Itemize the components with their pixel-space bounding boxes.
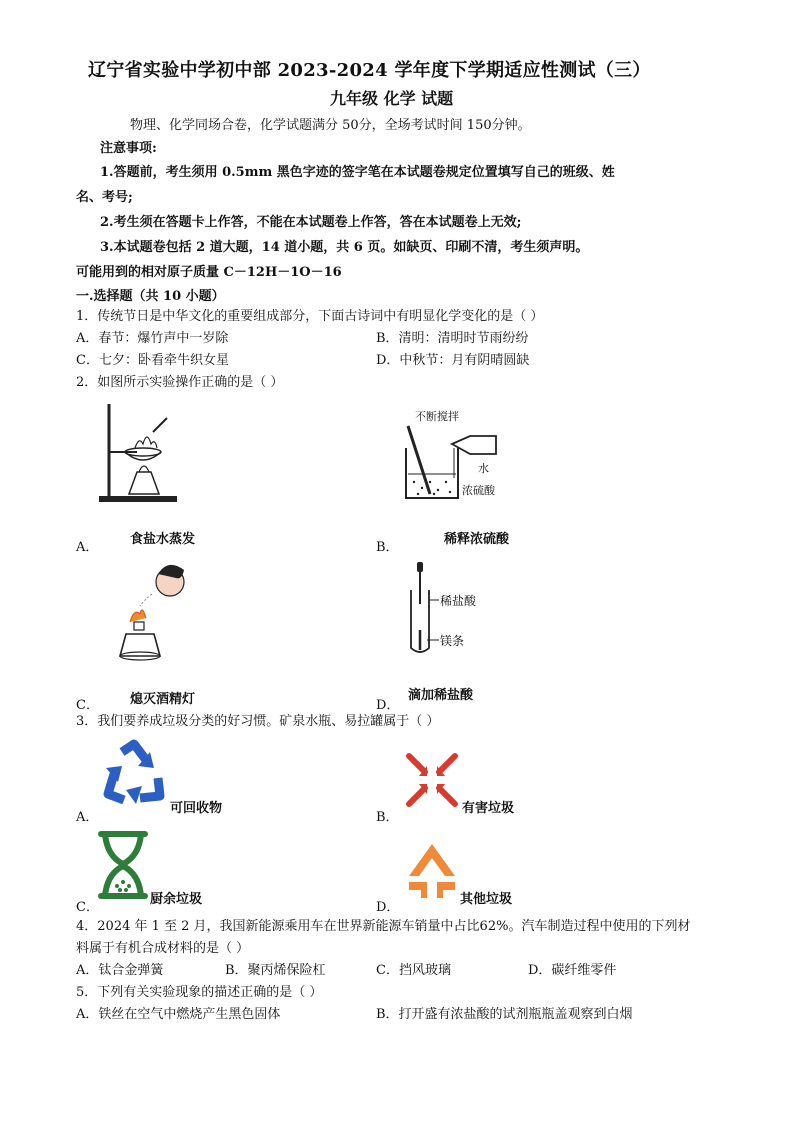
q1-option-d: D．中秋节：月有阴晴圆缺: [376, 353, 530, 368]
stir-label: 不断搅拌: [415, 410, 459, 423]
note-3: 3.本试题卷包括 2 道大题，14 道小题，共 6 页。如缺页、印刷不清，考生须声明。: [100, 240, 589, 255]
section-1-heading: 一.选择题（共 10 小题）: [76, 289, 225, 304]
q2-option-d-caption: 滴加稀盐酸: [408, 688, 474, 703]
q2-stem: 2．如图所示实验操作正确的是（ ）: [76, 375, 284, 390]
mg-strip-label: 镁条: [440, 634, 465, 648]
hazardous-waste-icon: [405, 752, 459, 808]
q2-option-c-letter: C．: [76, 698, 99, 713]
q5-option-b: B．打开盛有浓盐酸的试剂瓶瓶盖观察到白烟: [376, 1007, 633, 1022]
q4-option-d: D．碳纤维零件: [528, 963, 617, 978]
q1-option-c: C．七夕：卧看牵牛织女星: [76, 353, 229, 368]
q3-option-a-caption: 可回收物: [170, 801, 223, 816]
q5-stem: 5．下列有关实验现象的描述正确的是（ ）: [76, 985, 323, 1000]
q1-option-a: A．春节：爆竹声中一岁除: [76, 331, 229, 346]
q2-option-c-caption: 熄灭酒精灯: [130, 692, 196, 707]
q3-option-b-letter: B．: [376, 810, 399, 825]
kitchen-waste-icon: [97, 830, 149, 900]
q2-option-a-letter: A．: [76, 540, 99, 555]
q4-option-c: C．挡风玻璃: [376, 963, 451, 978]
q3-stem: 3．我们要养成垃圾分类的好习惯。矿泉水瓶、易拉罐属于（ ）: [76, 714, 440, 729]
q3-option-d-caption: 其他垃圾: [460, 892, 513, 907]
q3-option-a-letter: A．: [76, 810, 99, 825]
conc-acid-label: 浓硫酸: [462, 484, 495, 497]
water-label: 水: [478, 462, 489, 475]
atomic-mass-line: 可能用到的相对原子质量 C－12H－1O－16: [76, 265, 342, 280]
q1-option-b: B．清明：清明时节雨纷纷: [376, 331, 529, 346]
exam-intro: 物理、化学同场合卷，化学试题满分 50分，全场考试时间 150分钟。: [130, 118, 531, 133]
q1-stem: 1．传统节日是中华文化的重要组成部分，下面古诗词中有明显化学变化的是（ ）: [76, 309, 544, 324]
note-2: 2.考生须在答题卡上作答，不能在本试题卷上作答，答在本试题卷上无效;: [100, 215, 522, 230]
q4-stem-line1: 4．2024 年 1 至 2 月，我国新能源乘用车在世界新能源车销量中占比62%。汽车制造过程中使用的下列材: [76, 919, 691, 934]
exam-subtitle: 九年级 化学 试题: [330, 89, 454, 108]
blow-out-lamp-figure: [112, 556, 197, 666]
q2-option-d-letter: D．: [376, 698, 400, 713]
q2-option-b-letter: B．: [376, 540, 399, 555]
q2-option-a-caption: 食盐水蒸发: [130, 532, 196, 547]
q3-option-d-letter: D．: [376, 900, 400, 915]
dilute-hcl-label: 稀盐酸: [440, 594, 477, 608]
q5-option-a: A．铁丝在空气中燃烧产生黑色固体: [76, 1007, 281, 1022]
recycle-icon: [100, 738, 168, 810]
q4-option-a: A．钛合金弹簧: [76, 963, 164, 978]
note-1-line1: 1.答题前，考生须用 0.5mm 黑色字迹的签字笔在本试题卷规定位置填写自己的班级、姓: [100, 165, 615, 180]
q3-option-c-caption: 厨余垃圾: [150, 892, 203, 907]
add-hcl-figure: [405, 560, 445, 660]
note-1-line2: 名、考号;: [76, 190, 133, 205]
notes-heading: 注意事项:: [100, 141, 157, 156]
q3-option-c-letter: C．: [76, 900, 99, 915]
other-waste-icon: [405, 842, 459, 902]
q4-option-b: B．聚丙烯保险杠: [225, 963, 326, 978]
q2-option-b-caption: 稀释浓硫酸: [444, 532, 510, 547]
evaporation-apparatus-figure: [95, 400, 180, 505]
q4-stem-line2: 料属于有机合成材料的是（ ）: [76, 941, 250, 956]
exam-title: 辽宁省实验中学初中部 2023-2024 学年度下学期适应性测试（三）: [88, 60, 651, 81]
q3-option-b-caption: 有害垃圾: [462, 801, 515, 816]
